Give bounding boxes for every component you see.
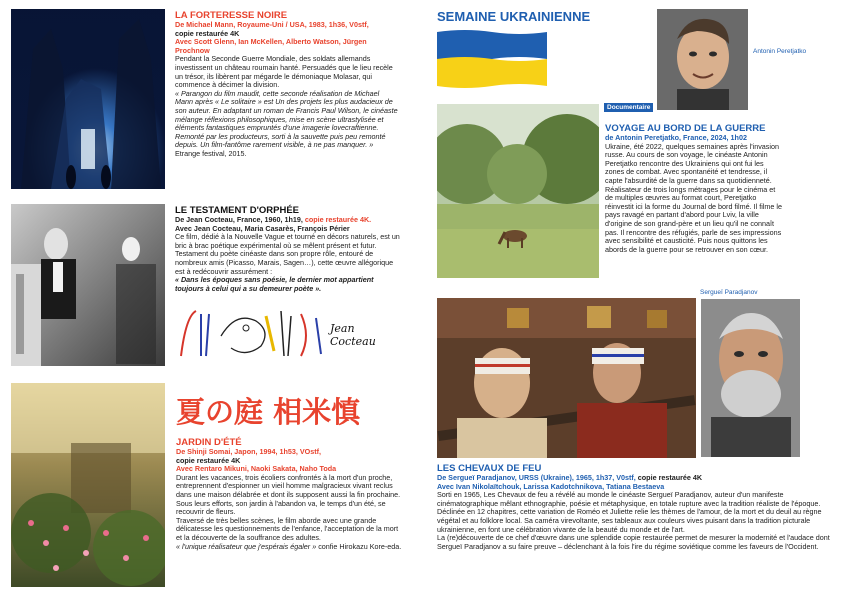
restored-label: copie restaurée 4K bbox=[637, 473, 703, 482]
cocteau-drawing-image bbox=[176, 306, 328, 361]
orphee-text-block bbox=[175, 205, 401, 293]
jardin-text-block bbox=[176, 437, 402, 551]
film-cast: Avec Ivan Nikolaïtchouk, Larissa Kadotchnikova, Tatiana Bestaeva bbox=[437, 481, 665, 491]
film-quote: « l'unique réalisateur que j'espérais égaler » bbox=[176, 541, 317, 551]
quote-source: confie Hirokazu Kore-eda. bbox=[316, 541, 402, 551]
film-cast: Avec Rentaro Mikuni, Naoki Sakata, Naho Toda bbox=[176, 464, 337, 474]
film-title: LA FORTERESSE NOIRE bbox=[175, 10, 288, 21]
film-quote: « Dans les époques sans poésie, le dernier mot appartient toujours à celui qui a su demeurer poète ». bbox=[175, 275, 374, 293]
voyage-text-block bbox=[605, 123, 783, 254]
film-title: LE TESTAMENT D'ORPHÉE bbox=[175, 205, 300, 216]
film-cast: Avec Scott Glenn, Ian McKellen, Alberto Watson, Jürgen Prochnow bbox=[175, 37, 367, 55]
restored-label: copie restaurée 4K bbox=[175, 28, 240, 38]
chevaux-text-block bbox=[437, 463, 832, 551]
jardin-still-image bbox=[11, 383, 165, 587]
film-synopsis: Sorti en 1965, Les Chevaux de feu a révélé au monde le cinéaste Sergueï Paradjanov, auteur d'un manifeste cinématographique mêlant ethnographie, poésie et métaphysique, en totale rupture avec la tradition réaliste de l'époque. Déclinée en 12 chapitres, cette variation de Roméo et Juliette relie les thèmes de l'amour, de la mort et du deuil au règne végétal et au folklore local. Sa caméra virevoltante, ses tableaux aux couleurs vives puisant dans la tradition picturale ukrainienne, en font une célébration vivante de la beauté du monde et de l'art. bbox=[437, 490, 822, 534]
film-synopsis: Ce film, dédié à la Nouvelle Vague et tourné en décors naturels, est un bric à brac poétique expérimental où se mêlent présent et futur. bbox=[175, 232, 400, 250]
restored-label: copie restaurée 4K. bbox=[304, 215, 372, 224]
portrait-caption: Antonin Peretjatko bbox=[753, 48, 807, 55]
film-title: VOYAGE AU BORD DE LA GUERRE bbox=[605, 123, 766, 134]
portrait-caption: Sergueï Paradjanov bbox=[700, 289, 758, 296]
quote-source: Etrange festival, 2015. bbox=[175, 148, 247, 158]
orphee-still-image bbox=[11, 204, 165, 366]
film-synopsis-2: Testament du poète cinéaste dans son propre rôle, entouré de nombreux amis (Picasso, Marais, Sagen…), cette œuvre allégorique est à redécouvrir assurément : bbox=[175, 249, 394, 276]
peretjatko-portrait-image bbox=[657, 9, 748, 110]
voyage-still-image bbox=[437, 104, 599, 278]
film-cast: Avec Jean Cocteau, Maria Casarès, François Périer bbox=[175, 223, 350, 233]
jardin-japanese-title: 夏の庭 相米慎 bbox=[176, 395, 361, 429]
film-synopsis: Pendant la Seconde Guerre Mondiale, des soldats allemands investissent un château roumain hanté. Persuadés que le lieu recèle un trésor, ils libèrent par mégarde le démoniaque Molasar, qui commence à décimer la division. bbox=[175, 54, 393, 90]
film-title: LES CHEVAUX DE FEU bbox=[437, 463, 542, 474]
documentary-badge: Documentaire bbox=[604, 103, 653, 112]
restored-label: copie restaurée 4K bbox=[176, 455, 241, 465]
ukraine-flag bbox=[437, 28, 547, 90]
film-title: JARDIN D'ÉTÉ bbox=[176, 437, 242, 448]
film-synopsis-2: Traversé de très belles scènes, le film aborde avec une grande délicatesse les questionnements de l'enfance, l'acceptation de la mort et la découverte de la souffrance des adultes. bbox=[176, 515, 399, 542]
film-synopsis-2: La (re)découverte de ce chef d'œuvre dans une splendide copie restaurée permet de mesurer la modernité et l'audace dont Sergueï Paradjanov a su faire preuve – déclenchant à la fois l'ire du régime soviétique comme les faveurs de l'Occident. bbox=[437, 533, 830, 551]
film-credits: De Shinji Somai, Japon, 1994, 1h53, VOstf, bbox=[176, 447, 321, 456]
paradjanov-portrait-image bbox=[701, 299, 800, 457]
film-credits: De Jean Cocteau, France, 1960, 1h19, bbox=[175, 215, 305, 224]
film-credits: De Sergueï Paradjanov, URSS (Ukraine), 1965, 1h37, V0stf, bbox=[437, 473, 638, 482]
chevaux-still-image bbox=[437, 298, 696, 458]
cocteau-signature: Jean Cocteau bbox=[330, 322, 376, 348]
forteresse-text-block bbox=[175, 10, 398, 159]
film-credits: De Michael Mann, Royaume-Uni / USA, 1983, 1h36, V0stf, bbox=[175, 20, 369, 29]
film-quote: « Parangon du film maudit, cette seconde réalisation de Michael Mann après « Le solitaire » est Un des projets les plus audacieux de son auteur. En adaptant un roman de Francis Paul Wilson, le cinéaste mélange réflexions philosophiques, mise en scène ultrastylisée et éléments fantastiques empruntés d'une imagerie lovecraftienne. Remonté par les producteurs, sorti à la sauvette puis peu remonté depuis. Un film-fantôme rarement visible, à ne pas manquer. » bbox=[175, 88, 398, 150]
film-credits: de Antonin Peretjatko, France, 2024, 1h02 bbox=[605, 133, 747, 142]
film-synopsis: Durant les vacances, trois écoliers confrontés à la mort d'un proche, entreprennent d'espionner un vieil homme malgracieux vivant reclus dans une maison délabrée et dont ils supposent aussi la fin prochaine. Sous leurs efforts, son jardin à l'abandon va, le temps d'un été, se recouvrir de fleurs. bbox=[176, 472, 401, 517]
forteresse-poster-image bbox=[11, 9, 165, 189]
film-synopsis: Ukraine, été 2022, quelques semaines après l'invasion russe. Au cours de son voyage, le cinéaste Antonin Peretjatko rencontre des Ukrainiens qui ont fui les zones de combat. Avec spontanéité et tendresse, il capte l'absurdité de la guerre dans sa quotidienneté. Réalisateur de trois longs métrages pour le cinéma et de multiples œuvres au format court, Peretjatko réinvestit ici la forme du Journal de bord filmé. Il filme le pays ravagé en partant d'abord pour Lviv, la ville d'origine de son grand-père et un lieu qu'il ne connaît pas. Il rencontre des réfugiés, parle de ses impressions avec sensibilité et causticité. Puis nous quittons les abords de la guerre pour se retrouver en son cœur. bbox=[605, 141, 782, 254]
flag-blue-band bbox=[437, 30, 547, 61]
flag-yellow-band bbox=[437, 57, 547, 88]
section-title: SEMAINE UKRAINIENNE bbox=[437, 9, 591, 24]
